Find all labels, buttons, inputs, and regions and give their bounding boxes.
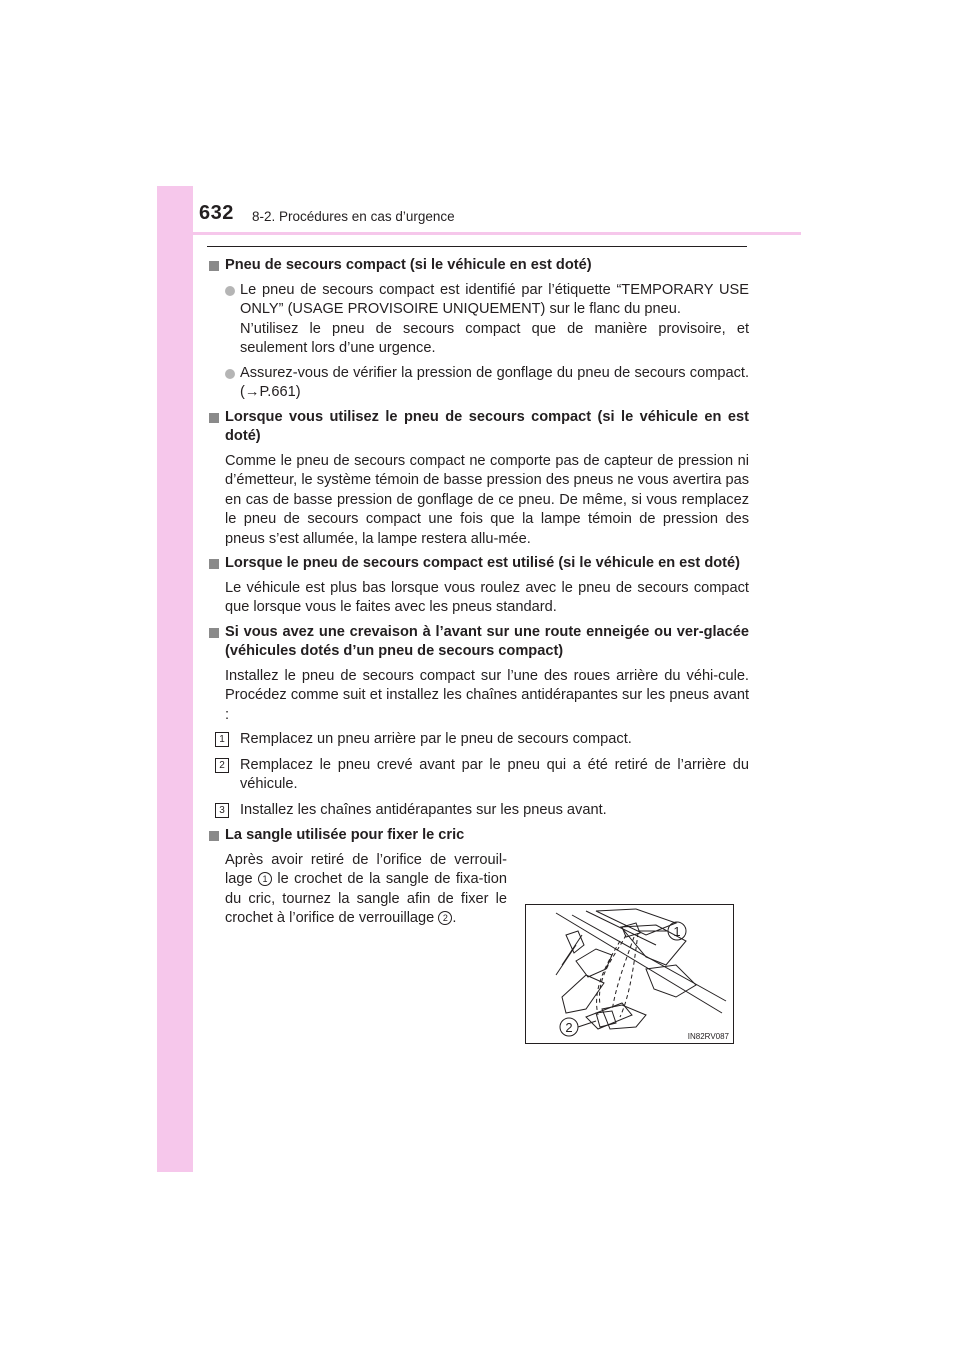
step-number: 1 (215, 732, 229, 747)
square-bullet-icon (209, 831, 219, 841)
square-bullet-icon (209, 628, 219, 638)
figure-callout-2: 2 (565, 1020, 573, 1035)
side-band (157, 186, 193, 1172)
paragraph-tpms: Comme le pneu de secours compact ne comporte pas de capteur de pression ni d’émetteur, le système témoin de basse pression des pneus ne vous avertira pas en cas de basse pression de gonflage de ce pneu. De même, si vous remplacez le pneu de secours compact une fois que la lampe témoin de pression des pneus s’est allumée, la lampe restera allu-mée. (225, 452, 749, 547)
page-number: 632 (199, 202, 234, 224)
figure-callout-1: 1 (673, 924, 681, 939)
square-bullet-icon (209, 559, 219, 569)
callout-1-ref: 1 (258, 872, 272, 886)
bullet-check-pressure: Assurez-vous de vérifier la pression de gonflage du pneu de secours compact. (→P.661) (209, 364, 749, 403)
heading-spare-in-use: Lorsque le pneu de secours compact est utilisé (si le véhicule en est doté) (209, 554, 749, 574)
step-text: Remplacez le pneu crevé avant par le pneu qui a été retiré de l’arrière du véhicule. (240, 756, 749, 792)
step-number: 3 (215, 803, 229, 818)
section-title: 8-2. Procédures en cas d’urgence (252, 209, 455, 224)
square-bullet-icon (209, 413, 219, 423)
heading-using-spare: Lorsque vous utilisez le pneu de secours compact (si le véhicule en est doté) (209, 408, 749, 447)
bullet-temporary-label: Le pneu de secours compact est identifié par l’étiquette “TEMPORARY USE ONLY” (USAGE PROVISOIRE UNIQUEMENT) sur le flanc du pneu. N’utilisez le pneu de secours compact que de manière provisoire, et seulement lors d’une urgence. (209, 281, 749, 359)
heading-jack-strap: La sangle utilisée pour fixer le cric (209, 826, 749, 846)
paragraph-install-spare: Installez le pneu de secours compact sur l’une des roues arrière du véhi-cule. Procédez comme suit et installez les chaînes antidérapantes sur les pneus avant : (225, 667, 749, 723)
top-rule (207, 246, 747, 247)
round-bullet-icon (225, 369, 235, 379)
paragraph-jack-strap: Après avoir retiré de l’orifice de verrouil-lage 1 le crochet de la sangle de fixa-tion du cric, tournez la sangle afin de fixer le crochet à l’orifice de verrouillage 2 . (225, 851, 507, 926)
paragraph-vehicle-lower: Le véhicule est plus bas lorsque vous roulez avec le pneu de secours compact que lorsque vous le faites avec les pneus standard. (225, 579, 749, 615)
step-3 (209, 801, 749, 821)
square-bullet-icon (209, 261, 219, 271)
step-number: 2 (215, 758, 229, 773)
step-2 (209, 756, 749, 795)
step-text: Remplacez un pneu arrière par le pneu de secours compact. (240, 731, 632, 747)
step-1 (209, 730, 749, 750)
content (209, 256, 749, 1011)
jack-strap-drawing (526, 905, 733, 1043)
header-line (193, 232, 801, 235)
round-bullet-icon (225, 286, 235, 296)
figure-code: IN82RV087 (687, 1032, 729, 1041)
callout-2-ref: 2 (438, 911, 452, 925)
heading-front-flat-snow: Si vous avez une crevaison à l’avant sur une route enneigée ou ver-glacée (véhicules dotés d’un pneu de secours compact) (209, 623, 749, 662)
jack-strap-illustration (525, 904, 734, 1044)
step-text: Installez les chaînes antidérapantes sur les pneus avant. (240, 801, 607, 818)
heading-compact-spare: Pneu de secours compact (si le véhicule en est doté) (209, 256, 749, 276)
